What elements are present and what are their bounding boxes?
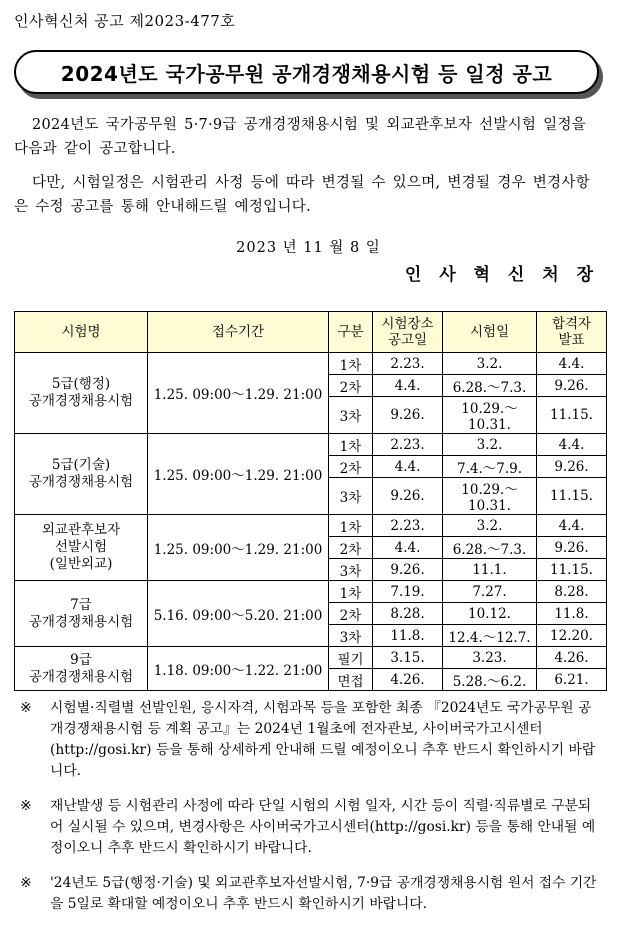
cell-stage: 면접 bbox=[329, 669, 373, 691]
exam-name-line: (일반외교) bbox=[49, 556, 113, 572]
cell-result-date: 11.15. bbox=[537, 397, 607, 434]
reference-mark: ※ bbox=[20, 798, 32, 814]
cell-stage: 3차 bbox=[329, 478, 373, 515]
cell-venue-notice-date: 8.28. bbox=[373, 603, 443, 625]
cell-exam-name bbox=[15, 515, 148, 581]
cell-exam-date: 10.12. bbox=[443, 603, 537, 625]
reference-mark: ※ bbox=[20, 700, 32, 716]
cell-stage: 필기 bbox=[329, 647, 373, 669]
cell-stage: 3차 bbox=[329, 397, 373, 434]
cell-result-date: 11.15. bbox=[537, 478, 607, 515]
cell-exam-date: 10.29.～10.31. bbox=[443, 397, 537, 434]
note-text: 재난발생 등 시험관리 사정에 따라 단일 시험의 시험 일자, 시간 등이 직렬·직류별로 구분되어 실시될 수 있으며, 변경사항은 사이버국가고시센터(http://gosi.kr) 등을 통해 안내될 예정이오니 추후 반드시 확인하시기 바랍니다. bbox=[50, 798, 596, 856]
cell-stage: 1차 bbox=[329, 581, 373, 603]
cell-exam-date: 7.27. bbox=[443, 581, 537, 603]
exam-name-line: 5급(기술) bbox=[51, 457, 111, 473]
title-banner bbox=[14, 50, 599, 94]
cell-exam-date: 7.4.～7.9. bbox=[443, 456, 537, 478]
reference-mark: ※ bbox=[20, 875, 32, 891]
cell-exam-date: 5.28.～6.2. bbox=[443, 669, 537, 691]
exam-name-line: 5급(행정) bbox=[51, 376, 111, 392]
note-text: '24년도 5급(행정·기술) 및 외교관후보자선발시험, 7·9급 공개경쟁채용시험 원서 접수 기간을 5일로 확대할 예정이오니 추후 반드시 확인하시기 바랍니다. bbox=[50, 875, 597, 912]
header-application-period: 접수기간 bbox=[148, 312, 329, 353]
header-exam-date: 시험일 bbox=[443, 312, 537, 353]
notes-section bbox=[14, 698, 606, 929]
cell-venue-notice-date: 7.19. bbox=[373, 581, 443, 603]
cell-result-date: 11.8. bbox=[537, 603, 607, 625]
cell-result-date: 4.4. bbox=[537, 515, 607, 537]
table-row bbox=[15, 515, 607, 537]
cell-venue-notice-date: 9.26. bbox=[373, 397, 443, 434]
cell-stage: 2차 bbox=[329, 537, 373, 559]
cell-result-date: 4.4. bbox=[537, 434, 607, 456]
cell-exam-date: 3.23. bbox=[443, 647, 537, 669]
cell-result-date: 8.28. bbox=[537, 581, 607, 603]
announcement-date: 2023 년 11 월 8 일 bbox=[236, 240, 381, 256]
exam-name-line: 9급 bbox=[70, 651, 92, 668]
cell-venue-notice-date: 9.26. bbox=[373, 559, 443, 581]
exam-name-line: 공개경쟁채용시험 bbox=[28, 668, 134, 685]
cell-stage: 3차 bbox=[329, 625, 373, 647]
cell-venue-notice-date: 9.26. bbox=[373, 478, 443, 515]
cell-result-date: 12.20. bbox=[537, 625, 607, 647]
note-item bbox=[14, 873, 606, 915]
cell-application-period: 1.25. 09:00～1.29. 21:00 bbox=[148, 353, 329, 434]
exam-name-line: 선발시험 bbox=[54, 539, 108, 555]
cell-application-period: 1.18. 09:00～1.22. 21:00 bbox=[148, 647, 329, 691]
cell-venue-notice-date: 2.23. bbox=[373, 434, 443, 456]
exam-name-line: 공개경쟁채용시험 bbox=[28, 474, 134, 490]
cell-result-date: 11.15. bbox=[537, 559, 607, 581]
cell-venue-notice-date: 4.4. bbox=[373, 456, 443, 478]
cell-exam-name bbox=[15, 581, 148, 647]
cell-exam-date: 3.2. bbox=[443, 434, 537, 456]
cell-exam-name bbox=[15, 647, 148, 691]
cell-exam-date: 3.2. bbox=[443, 515, 537, 537]
note-text: 시험별·직렬별 선발인원, 응시자격, 시험과목 등을 포함한 최종 『2024년도 국가공무원 공개경쟁채용시험 등 계획 공고』는 2024년 1월초에 전자관보, 사이버국가고시센터(http://gosi.kr) 등을 통해 상세하게 안내해 드릴 예정이오니 추후 반드시 확인하시기 바랍니다. bbox=[50, 700, 596, 779]
table-header-row bbox=[15, 312, 607, 353]
cell-result-date: 9.26. bbox=[537, 456, 607, 478]
cell-exam-name bbox=[15, 353, 148, 434]
cell-venue-notice-date: 4.4. bbox=[373, 537, 443, 559]
header-venue-notice-date: 시험장소 공고일 bbox=[373, 312, 443, 353]
cell-venue-notice-date: 2.23. bbox=[373, 515, 443, 537]
notice-paragraph: 다만, 시험일정은 시험관리 사정 등에 따라 변경될 수 있으며, 변경될 경우 변경사항은 수정 공고를 통해 안내해드릴 예정입니다. bbox=[14, 175, 590, 215]
table-row bbox=[15, 581, 607, 603]
cell-venue-notice-date: 2.23. bbox=[373, 353, 443, 375]
exam-schedule-table bbox=[14, 311, 607, 691]
exam-name-line: 공개경쟁채용시험 bbox=[28, 613, 134, 630]
cell-result-date: 4.4. bbox=[537, 353, 607, 375]
cell-application-period: 5.16. 09:00～5.20. 21:00 bbox=[148, 581, 329, 647]
notice-number: 인사혁신처 공고 제2023-477호 bbox=[14, 12, 236, 30]
cell-exam-name bbox=[15, 434, 148, 515]
cell-exam-date: 10.29.～10.31. bbox=[443, 478, 537, 515]
cell-result-date: 9.26. bbox=[537, 537, 607, 559]
cell-stage: 3차 bbox=[329, 559, 373, 581]
exam-name-line: 7급 bbox=[70, 596, 92, 613]
cell-exam-date: 6.28.～7.3. bbox=[443, 537, 537, 559]
table-row bbox=[15, 353, 607, 375]
exam-name-line: 외교관후보자 bbox=[41, 522, 121, 538]
cell-application-period: 1.25. 09:00～1.29. 21:00 bbox=[148, 515, 329, 581]
intro-paragraph: 2024년도 국가공무원 5·7·9급 공개경쟁채용시험 및 외교관후보자 선발시험 일정을 다음과 같이 공고합니다. bbox=[14, 117, 587, 157]
cell-result-date: 6.21. bbox=[537, 669, 607, 691]
cell-venue-notice-date: 4.26. bbox=[373, 669, 443, 691]
cell-stage: 1차 bbox=[329, 434, 373, 456]
cell-stage: 2차 bbox=[329, 456, 373, 478]
header-stage: 구분 bbox=[329, 312, 373, 353]
cell-application-period: 1.25. 09:00～1.29. 21:00 bbox=[148, 434, 329, 515]
note-item bbox=[14, 698, 606, 782]
cell-exam-date: 12.4.～12.7. bbox=[443, 625, 537, 647]
header-exam-name: 시험명 bbox=[15, 312, 148, 353]
cell-exam-date: 6.28.～7.3. bbox=[443, 375, 537, 397]
cell-venue-notice-date: 3.15. bbox=[373, 647, 443, 669]
table-row bbox=[15, 647, 607, 669]
cell-exam-date: 3.2. bbox=[443, 353, 537, 375]
agency-signature: 인 사 혁 신 처 장 bbox=[404, 265, 599, 285]
cell-stage: 1차 bbox=[329, 353, 373, 375]
note-item bbox=[14, 796, 606, 859]
cell-stage: 2차 bbox=[329, 375, 373, 397]
cell-result-date: 4.26. bbox=[537, 647, 607, 669]
page-title: 2024년도 국가공무원 공개경쟁채용시험 등 일정 공고 bbox=[60, 61, 553, 86]
header-result-date: 합격자 발표 bbox=[537, 312, 607, 353]
cell-stage: 2차 bbox=[329, 603, 373, 625]
cell-venue-notice-date: 4.4. bbox=[373, 375, 443, 397]
cell-venue-notice-date: 11.8. bbox=[373, 625, 443, 647]
cell-exam-date: 11.1. bbox=[443, 559, 537, 581]
cell-result-date: 9.26. bbox=[537, 375, 607, 397]
table-row bbox=[15, 434, 607, 456]
exam-name-line: 공개경쟁채용시험 bbox=[28, 393, 134, 409]
cell-stage: 1차 bbox=[329, 515, 373, 537]
